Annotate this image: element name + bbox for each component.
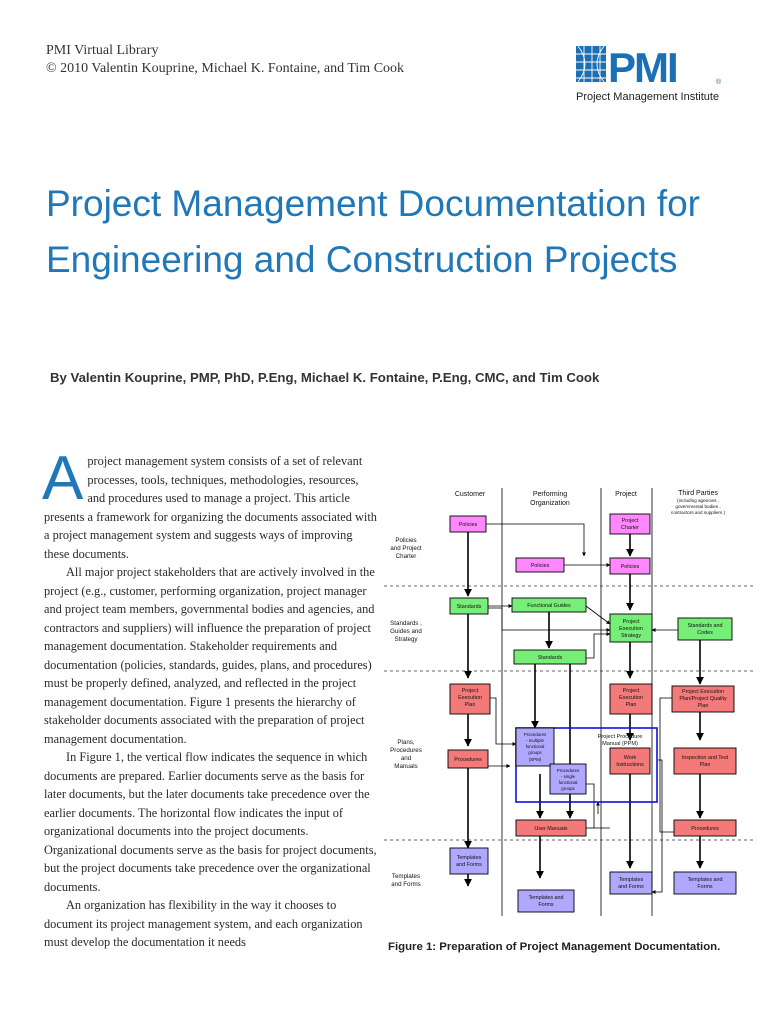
svg-text:Plan: Plan <box>464 702 476 708</box>
figure-1-diagram <box>384 484 754 924</box>
box-work-instructions <box>610 748 650 774</box>
logo-caption: Project Management Institute <box>576 91 720 103</box>
col-project: Project <box>615 491 637 498</box>
row-plans-3: and <box>400 755 412 762</box>
row-policies-3: Charter <box>395 553 417 560</box>
paragraph-3: In Figure 1, the vertical flow indicates the sequence in which documents are prepared. Earlier documents serve as the basis for later documents, but the later documents take precedence over the earlier documents. The horizontal flow indicates the input of organizational documents into the project documents. Organizational documents serve as the basis for project documents, but the project documents take precedence over the organizational documents. <box>44 750 377 894</box>
svg-text:Templates: Templates <box>456 855 482 861</box>
svg-text:functional: functional <box>558 780 578 785</box>
svg-text:Standards: Standards <box>537 655 563 661</box>
svg-text:Project: Project <box>622 619 640 625</box>
box-third-party-templates <box>674 872 736 894</box>
registered-mark: ® <box>716 79 722 86</box>
svg-text:Inspection and Test: Inspection and Test <box>681 755 729 761</box>
row-templates-1: Templates <box>391 873 421 880</box>
svg-text:Codes: Codes <box>697 630 713 636</box>
svg-text:User Manuals: User Manuals <box>534 826 568 832</box>
svg-text:Procedures: Procedures <box>523 732 547 737</box>
svg-text:Strategy: Strategy <box>620 633 642 639</box>
svg-text:Execution: Execution <box>458 695 482 701</box>
row-plans-1: Plans, <box>397 739 415 746</box>
col-third-sub-1: (including agencies , <box>677 498 719 503</box>
box-standards-and-codes <box>678 618 732 640</box>
svg-text:Policies: Policies <box>458 522 478 528</box>
svg-text:Functional Guides: Functional Guides <box>527 603 571 609</box>
svg-text:Execution: Execution <box>619 626 643 632</box>
row-templates-2: and Forms <box>391 881 421 888</box>
col-customer: Customer <box>454 491 486 498</box>
svg-text:Templates: Templates <box>618 877 644 883</box>
box-inspection-test-plan <box>674 748 736 774</box>
row-standards-1: Standards , <box>390 620 422 627</box>
globe-icon <box>576 46 606 82</box>
library-header <box>46 42 404 78</box>
copyright-line: © 2010 Valentin Kouprine, Michael K. Fontaine, and Tim Cook <box>46 61 405 76</box>
svg-text:Project: Project <box>461 688 479 694</box>
box-labels <box>454 518 728 908</box>
row-policies-2: and Project <box>390 545 422 552</box>
svg-text:Forms: Forms <box>538 902 554 908</box>
svg-text:Templates and: Templates and <box>687 877 723 883</box>
svg-text:groups: groups <box>528 750 542 755</box>
svg-text:and Forms: and Forms <box>618 884 644 890</box>
svg-text:Plan/Project Quality: Plan/Project Quality <box>679 696 727 702</box>
document-boxes <box>448 514 736 912</box>
svg-text:Policies: Policies <box>620 564 640 570</box>
svg-text:Procedures: Procedures <box>556 768 580 773</box>
article-byline: By Valentin Kouprine, PMP, PhD, P.Eng, Michael K. Fontaine, P.Eng, CMC, and Tim Cook <box>50 370 600 385</box>
ppm-label-1: Project Procedure <box>597 734 643 740</box>
svg-text:Work: Work <box>623 755 637 761</box>
svg-text:Project: Project <box>622 688 640 694</box>
logo-wordmark: PMI <box>608 44 677 91</box>
row-policies-1: Policies <box>395 537 417 544</box>
ppm-label-2: Manual (PPM) <box>602 741 638 747</box>
column-headers <box>455 490 726 515</box>
svg-text:Forms: Forms <box>697 884 713 890</box>
svg-text:(SPM): (SPM) <box>528 757 542 762</box>
svg-text:Plan: Plan <box>625 702 637 708</box>
box-project-charter <box>610 514 650 534</box>
col-performing-1: Performing <box>532 491 568 498</box>
svg-text:Execution: Execution <box>619 695 643 701</box>
figure-caption: Figure 1: Preparation of Project Management Documentation. <box>388 941 721 953</box>
box-customer-templates <box>450 848 488 874</box>
svg-text:and Forms: and Forms <box>456 862 482 868</box>
col-third-sub-2: governmental bodies , <box>675 504 721 509</box>
svg-text:Charter: Charter <box>621 525 639 531</box>
svg-text:Procedures: Procedures <box>454 757 482 763</box>
svg-text:functional: functional <box>525 744 545 749</box>
paragraph-4: An organization has flexibility in the way it chooses to document its project management system, and each organization must develop the documentation it needs <box>44 898 363 949</box>
svg-text:Plan: Plan <box>697 703 709 709</box>
svg-text:Standards and: Standards and <box>687 623 723 629</box>
svg-text:Templates and: Templates and <box>528 895 564 901</box>
row-plans-4: Manuals <box>394 763 418 770</box>
svg-text:Policies: Policies <box>530 563 550 569</box>
drop-cap: A <box>42 444 84 513</box>
svg-text:Project Execution: Project Execution <box>682 689 724 695</box>
svg-text:Instructions: Instructions <box>616 762 644 768</box>
row-labels <box>390 537 422 888</box>
row-plans-2: Procedures <box>390 747 422 754</box>
svg-text:Plan: Plan <box>699 762 711 768</box>
col-performing-2: Organization <box>530 500 570 507</box>
library-name: PMI Virtual Library <box>46 43 159 58</box>
svg-text:Project: Project <box>621 518 639 524</box>
svg-text:- multiple: - multiple <box>526 738 544 743</box>
row-standards-2: Guides and <box>390 628 422 635</box>
svg-text:Standards: Standards <box>456 604 482 610</box>
col-third-sub-3: contractors and suppliers ) <box>670 510 726 515</box>
svg-text:Procedures: Procedures <box>691 826 719 832</box>
article-body <box>42 444 378 952</box>
box-performing-templates <box>518 890 574 912</box>
article-title: Project Management Documentation for Engineering and Construction Projects <box>46 183 701 280</box>
svg-text:- single: - single <box>560 774 576 779</box>
paragraph-1: A project management system consists of a set of relevant processes, tools, techniques, methodologies, resources, and procedures used to manage a project. This article presents a framework for organizing the documents associated with a project management system and suggests ways of improving these documents. <box>42 444 377 561</box>
col-third: Third Parties <box>678 490 718 497</box>
row-standards-3: Strategy <box>394 636 418 643</box>
paragraph-2: All major project stakeholders that are actively involved in the project (e.g., customer, performing organization, project manager and project team members, governmental bodies and agencies, and contractors and suppliers) will influence the preparation of project management documentation. Stakeholder requirements and documentation (policies, standards, guides, plans, and procedures) must be properly defined, analyzed, and reflected in the project management documentation. Figure 1 presents the hierarchy of stakeholder documents associated with the preparation of project management documentation. <box>44 565 375 746</box>
svg-text:groups: groups <box>561 786 575 791</box>
box-project-templates <box>610 872 652 894</box>
